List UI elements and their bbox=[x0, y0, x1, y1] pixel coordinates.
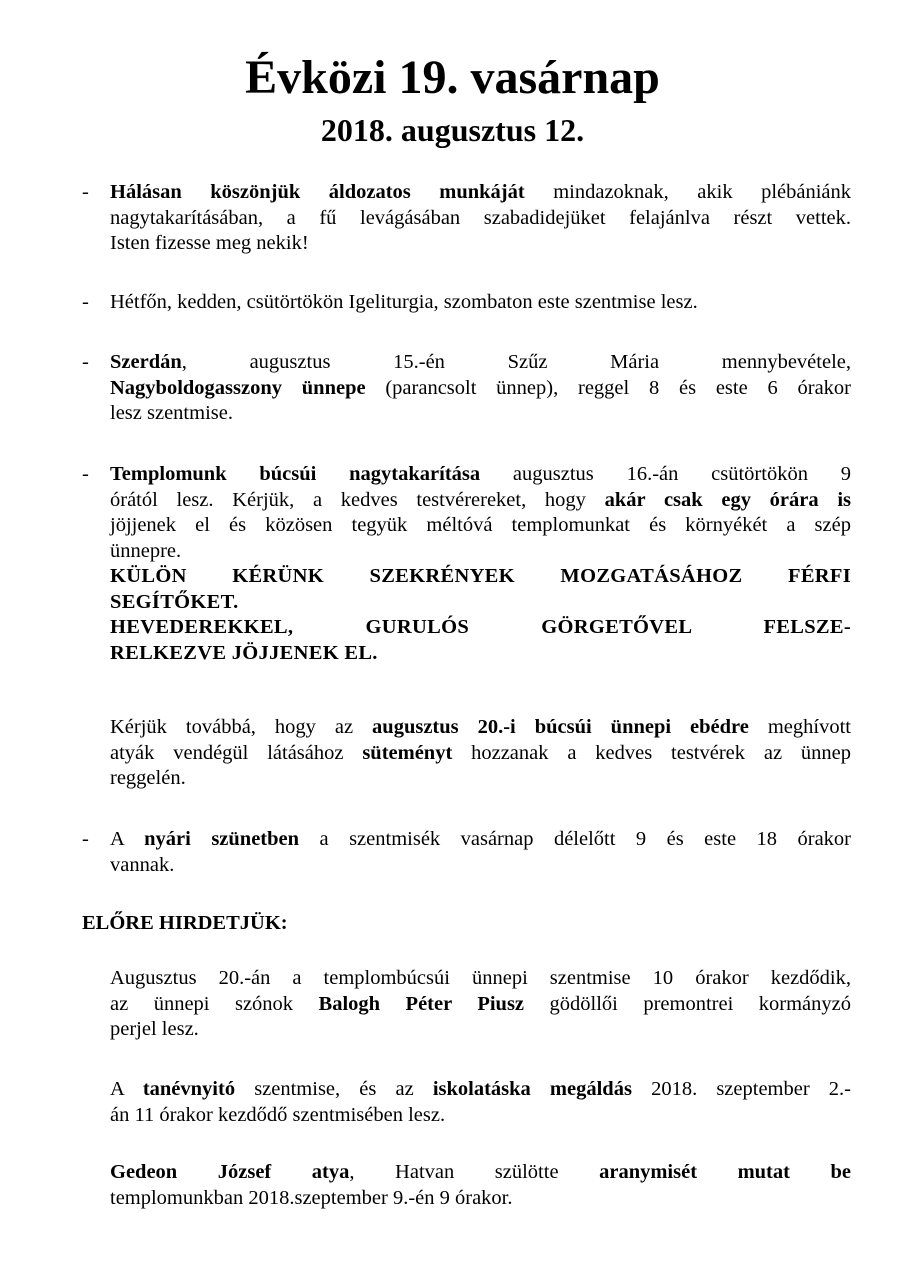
list-dash: - bbox=[82, 181, 89, 203]
announce-heading: ELŐRE HIRDETJÜK: bbox=[82, 912, 288, 934]
list-dash: - bbox=[82, 291, 89, 313]
list-dash: - bbox=[82, 828, 89, 850]
caps-request: KÜLÖN KÉRÜNK SZEKRÉNYEK MOZGATÁSÁHOZ FÉRFI bbox=[110, 565, 851, 587]
list-dash: - bbox=[82, 351, 89, 373]
page-title: Évközi 19. vasárnap bbox=[245, 51, 660, 104]
cake-request-paragraph: Kérjük továbbá, hogy az augusztus 20.-i búcsúi ünnepi ebédre meghívott atyák vendégül látásához süteményt hozzanak a kedves testvérek az ünnep reggelén. bbox=[110, 716, 851, 789]
page-date: 2018. augusztus 12. bbox=[320, 112, 585, 148]
list-item-summer: A nyári szünetben a szentmisék vasárnap délelőtt 9 és este 18 órakor vannak. bbox=[110, 828, 851, 876]
list-item-assumption: Szerdán, augusztus 15.-én Szűz Mária mennybevétele, Nagyboldogasszony ünnepe (parancsolt ünnep), reggel 8 és este 6 órakor lesz szentmise. bbox=[110, 351, 851, 424]
announce-feast-mass: Augusztus 20.-án a templombúcsúi ünnepi szentmise 10 órakor kezdődik, az ünnepi szónok Balogh Péter Piusz gödöllői premontrei kormányzó perjel lesz. bbox=[110, 967, 851, 1040]
announce-school-mass: A tanévnyitó szentmise, és az iskolatáska megáldás 2018. szeptember 2.- án 11 órakor kezdődő szentmisében lesz. bbox=[110, 1078, 851, 1126]
list-item-cleaning: Templomunk búcsúi nagytakarítása augusztus 16.-án csütörtökön 9 órától lesz. Kérjük, a kedves testvérereket, hogy akár csak egy órára is jöjjenek el és közösen tegyük méltóvá templomunkat és környékét a szép ünnepre. KÜLÖN KÉRÜNK SZEKRÉNYEK MOZGATÁSÁHOZ FÉRFI SEGÍTŐKET. HEVEDEREKKEL, GURULÓS GÖRGETŐVEL FELSZE- RELKEZVE JÖJJENEK EL. bbox=[110, 463, 851, 664]
list-item-weekday-masses: Hétfőn, kedden, csütörtökön Igeliturgia, szombaton este szentmise lesz. bbox=[110, 291, 698, 313]
list-dash: - bbox=[82, 463, 89, 485]
list-item-thanks: Hálásan köszönjük áldozatos munkáját mindazoknak, akik plébániánk nagytakarításában, a fű levágásában szabadidejüket felajánlva részt vettek. Isten fizesse meg nekik! bbox=[110, 181, 852, 254]
announce-golden-mass: Gedeon József atya, Hatvan szülötte aranymisét mutat be templomunkban 2018.szeptember 9.-én 9 órakor. bbox=[110, 1161, 852, 1209]
